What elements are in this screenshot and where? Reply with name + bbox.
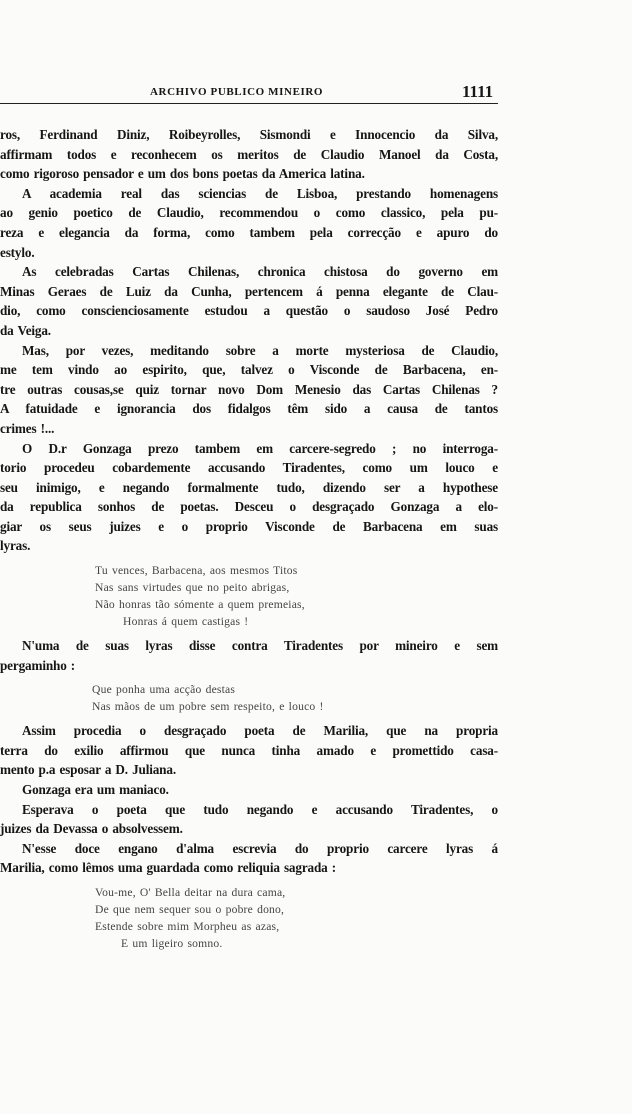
text-line: affirmam todos e reconhecem os meritos de Claudio Manoel da Costa, xyxy=(0,146,498,162)
text-line: ao genio poetico de Claudio, recommendou o como classico, pela pu- xyxy=(0,205,498,221)
text-line: Esperava o poeta que tudo negando e accusando Tiradentes, o xyxy=(22,801,498,817)
verse-line: Que ponha uma acção destas xyxy=(92,683,236,697)
prose-block-1 xyxy=(0,125,498,556)
header-rule xyxy=(0,103,498,104)
running-header xyxy=(0,82,500,104)
verse-line: Não honras tão sómente a quem premeias, xyxy=(95,598,305,612)
verse-quote-1 xyxy=(95,556,498,636)
verse-line: De que nem sequer sou o pobre dono, xyxy=(95,903,285,916)
text-line: A fatuidade e ignorancia dos fidalgos têm sido a causa de tantos xyxy=(0,401,498,417)
text-line: juizes da Devassa o absolvessem. xyxy=(0,821,183,837)
text-line: tre outras cousas,se quiz tornar novo Dom Menesio das Cartas Chilenas ? xyxy=(0,381,498,397)
verse-line: Estende sobre mim Morpheu as azas, xyxy=(95,920,280,933)
verse-line: Tu vences, Barbacena, aos mesmos Titos xyxy=(95,564,298,578)
text-line: seu inimigo, e negando formalmente tudo, dizendo ser a hypothese xyxy=(0,479,498,495)
verse-line: Honras á quem castigas ! xyxy=(123,615,249,629)
text-line: A academia real das sciencias de Lisboa, prestando homenagens xyxy=(22,185,498,201)
text-line: terra do exilio affirmou que nunca tinha amado e promettido casa- xyxy=(0,742,498,758)
verse-line: E um ligeiro somno. xyxy=(121,937,223,950)
text-line: O D.r Gonzaga prezo tambem em carcere-segredo ; no interroga- xyxy=(22,440,498,456)
text-line: como rigoroso pensador e um dos bons poetas da America latina. xyxy=(0,166,365,182)
text-line: Gonzaga era um maniaco. xyxy=(22,782,169,798)
verse-quote-2 xyxy=(92,675,498,721)
text-line: dio, como conscienciosamente estudou a questão o saudoso José Pedro xyxy=(0,303,498,319)
text-line: Marilia, como lêmos uma guardada como reliquia sagrada : xyxy=(0,860,336,876)
text-line: da Veiga. xyxy=(0,322,51,338)
text-line: giar os seus juizes e o proprio Visconde de Barbacena em suas xyxy=(0,518,498,534)
page-body xyxy=(0,125,498,958)
text-line: As celebradas Cartas Chilenas, chronica chistosa do governo em xyxy=(22,264,498,280)
verse-line: Vou-me, O' Bella deitar na dura cama, xyxy=(95,886,286,899)
text-line: da republica sonhos de poetas. Desceu o desgraçado Gonzaga a elo- xyxy=(0,499,498,515)
text-line: estylo. xyxy=(0,244,35,260)
text-line: ros, Ferdinand Diniz, Roibeyrolles, Sismondi e Innocencio da Silva, xyxy=(0,127,498,142)
text-line: mento p.a esposar a D. Juliana. xyxy=(0,762,176,778)
text-line: N'uma de suas lyras disse contra Tiradentes por mineiro e sem xyxy=(22,638,498,654)
running-title: ARCHIVO PUBLICO MINEIRO xyxy=(150,86,324,98)
page-number: 1111 xyxy=(462,82,494,101)
text-line: Assim procedia o desgraçado poeta de Marilia, que na propria xyxy=(22,723,498,739)
text-line: torio procedeu cobardemente accusando Tiradentes, como um louco e xyxy=(0,460,498,476)
text-line: Minas Geraes de Luiz da Cunha, pertencem á penna elegante de Clau- xyxy=(0,283,498,299)
verse-line: Nas mãos de um pobre sem respeito, e louco ! xyxy=(92,700,324,714)
text-line: reza e elegancia da forma, como tambem pela correcção e apuro do xyxy=(0,224,498,240)
text-line: me tem vindo ao espirito, que, talvez o Visconde de Barbacena, en- xyxy=(0,362,498,378)
text-line: lyras. xyxy=(0,538,31,554)
text-line: pergaminho : xyxy=(0,657,76,673)
verse-line: Nas sans virtudes que no peito abrigas, xyxy=(95,581,290,595)
prose-block-2 xyxy=(0,636,498,675)
text-line: crimes !... xyxy=(0,420,55,436)
prose-block-3 xyxy=(0,721,498,878)
text-line: N'esse doce engano d'alma escrevia do proprio carcere lyras á xyxy=(22,840,498,856)
verse-quote-3 xyxy=(95,878,498,958)
text-line: Mas, por vezes, meditando sobre a morte mysteriosa de Claudio, xyxy=(22,342,498,358)
